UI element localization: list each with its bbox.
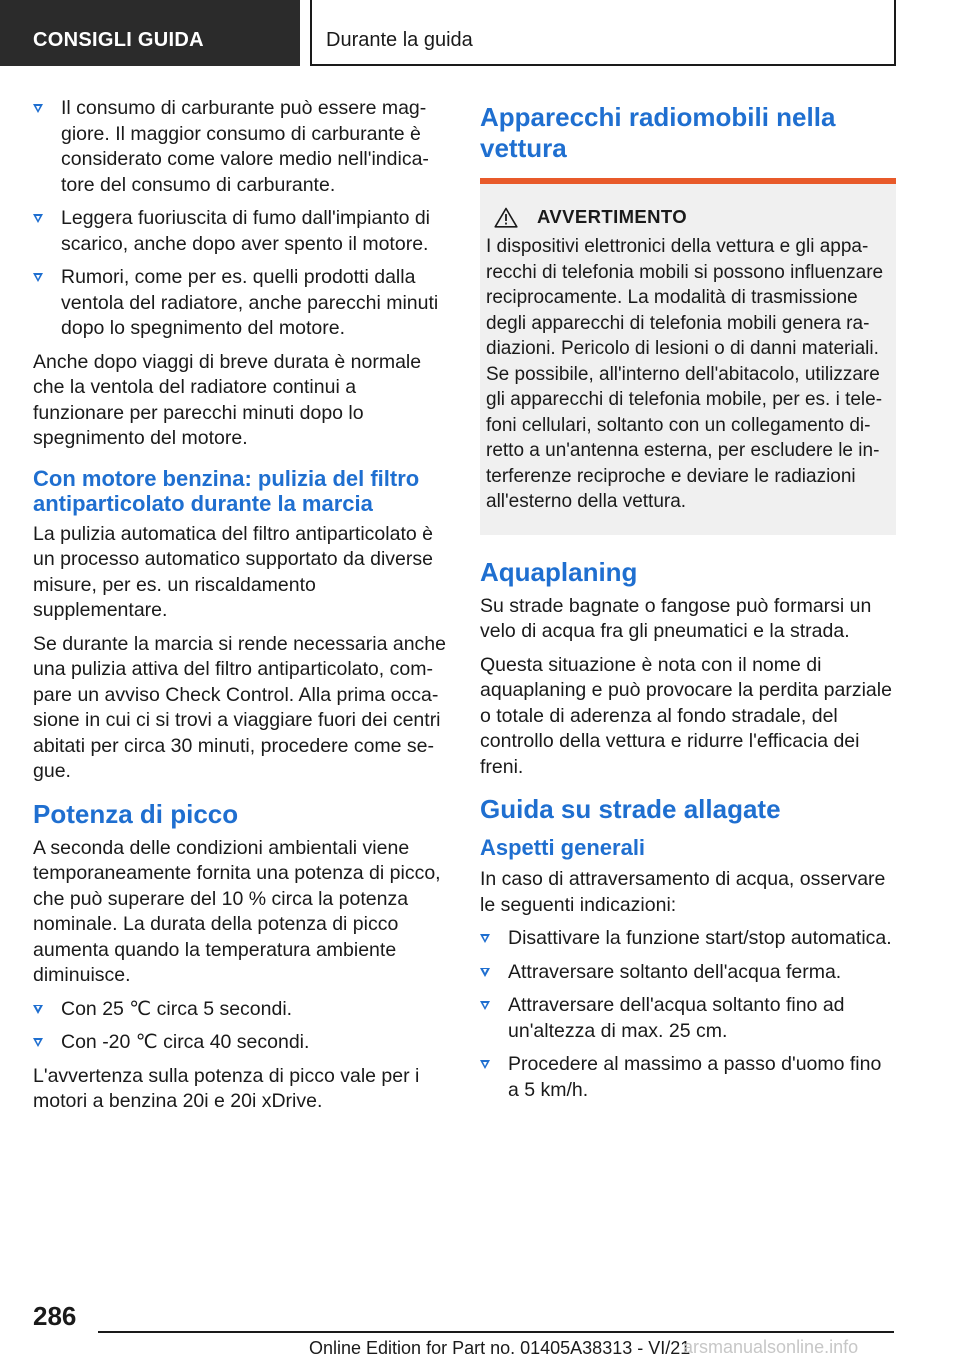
heading-filter-cleaning: Con motore benzina: pulizia del filtro antiparticolato durante la marcia <box>33 465 420 516</box>
bullet-triangle-icon <box>33 1038 43 1047</box>
list-item <box>33 1030 449 1056</box>
list-item-text: Il consumo di carburante può essere maggiore. Il maggior consumo di carburante è considerato come valore medio nell'indicatore del consumo di carburante. <box>61 97 429 196</box>
paragraph: In caso di attraversamento di acqua, osservare le seguenti indicazioni: <box>480 868 886 916</box>
bullet-triangle-icon <box>33 1005 43 1014</box>
list-item-text: Attraversare dell'acqua soltanto fino ad un'altezza di max. 25 cm. <box>508 994 845 1042</box>
list-item <box>480 960 896 986</box>
bullet-triangle-icon <box>480 1001 490 1010</box>
section-label: CONSIGLI GUIDA <box>33 29 204 51</box>
warning-triangle-icon <box>494 207 518 228</box>
warning-text: I dispositivi elettronici della vettura e gli apparecchi di telefonia mobili si possono influenzare reciprocamente. La modalità di trasmissione degli apparecchi di telefonia mobili genera radiazioni. Pericolo di lesioni o di danni materiali. Se possibile, all'interno dell'abitacolo, utilizzare gli apparecchi di telefonia mobile, per es. i telefoni cellulari, soltanto con un collegamento diretto a un'antenna esterna, per escludere le interferenze reciproche e deviare le radiazioni all'esterno della vettura. <box>486 236 884 512</box>
paragraph: Anche dopo viaggi di breve durata è normale che la ventola del radiatore continui a funzionare per parecchi minuti dopo lo spegnimento del motore. <box>33 350 422 449</box>
list-item <box>480 993 896 1044</box>
left-column <box>33 96 449 1123</box>
warning-box <box>480 178 896 535</box>
bullet-triangle-icon <box>33 104 43 113</box>
heading-mobile-devices: Apparecchi radiomobili nella vettura <box>480 102 836 163</box>
list-item-text: Leggera fuoriuscita di fumo dall'impianto di scarico, anche dopo aver spento il motore. <box>61 207 431 255</box>
warning-label: AVVERTIMENTO <box>537 206 688 227</box>
bullet-triangle-icon <box>480 934 490 943</box>
right-column <box>480 96 896 1111</box>
footer-divider <box>98 1331 894 1333</box>
chapter-title-box <box>310 0 896 66</box>
bullet-triangle-icon <box>480 968 490 977</box>
heading-peak-power: Potenza di picco <box>33 798 239 829</box>
subheading-general: Aspetti generali <box>480 835 646 860</box>
bullet-triangle-icon <box>480 1060 490 1069</box>
warning-header <box>494 206 886 228</box>
heading-aquaplaning: Aquaplaning <box>480 556 638 587</box>
list-item-text: Procedere al massimo a passo d'uomo fino a 5 km/h. <box>508 1053 882 1101</box>
watermark: arsmanualsonline.info <box>683 1337 859 1357</box>
edition-text: Online Edition for Part no. 01405A38313 - VI/21 <box>309 1338 691 1358</box>
list-item-text: Rumori, come per es. quelli prodotti dalla ventola del radiatore, anche parecchi minuti dopo lo spegnimento del motore. <box>61 266 439 339</box>
list-item <box>480 926 896 952</box>
list-item <box>33 96 449 198</box>
bullet-triangle-icon <box>33 214 43 223</box>
list-item-text: Con -20 ℃ circa 40 secondi. <box>61 1031 310 1053</box>
section-tab <box>0 0 300 66</box>
heading-flooded-roads: Guida su strade allagate <box>480 794 781 824</box>
chapter-title: Durante la guida <box>326 29 473 51</box>
page-header <box>0 0 960 66</box>
paragraph: Se durante la marcia si rende necessaria anche una pulizia attiva del filtro antiparticolato, compare un avviso Check Control. Alla prima occasione in cui ci si trovi a viaggiare fuori dei centri abitati per circa 30 minuti, procedere come segue. <box>33 632 446 782</box>
list-item-text: Attraversare soltanto dell'acqua ferma. <box>508 960 842 983</box>
list-item-text: Disattivare la funzione start/stop automatica. <box>508 927 892 949</box>
list-item <box>33 206 449 257</box>
list-item <box>33 265 449 342</box>
paragraph: Questa situazione è nota con il nome di aquaplaning e può provocare la perdita parziale o totale di aderenza al fondo stradale, del controllo della vettura e ridurre l'efficacia dei freni. <box>480 653 892 778</box>
paragraph: L'avvertenza sulla potenza di picco vale per i motori a benzina 20i e 20i xDrive. <box>33 1064 420 1112</box>
list-item <box>480 1052 896 1103</box>
page-number: 286 <box>33 1301 77 1331</box>
bullet-triangle-icon <box>33 273 43 282</box>
list-item <box>33 997 449 1023</box>
list-item-text: Con 25 ℃ circa 5 secondi. <box>61 997 293 1020</box>
paragraph: A seconda delle condizioni ambientali viene temporaneamente fornita una potenza di picco, che può superare del 10 % circa la potenza nominale. La durata della potenza di picco aumenta quando la temperatura ambiente diminuisce. <box>33 836 441 986</box>
paragraph: La pulizia automatica del filtro antiparticolato è un processo automatico supportato da diverse misure, per es. un riscaldamento supplementare. <box>33 522 433 621</box>
paragraph: Su strade bagnate o fangose può formarsi un velo di acqua fra gli pneumatici e la strada. <box>480 594 872 642</box>
